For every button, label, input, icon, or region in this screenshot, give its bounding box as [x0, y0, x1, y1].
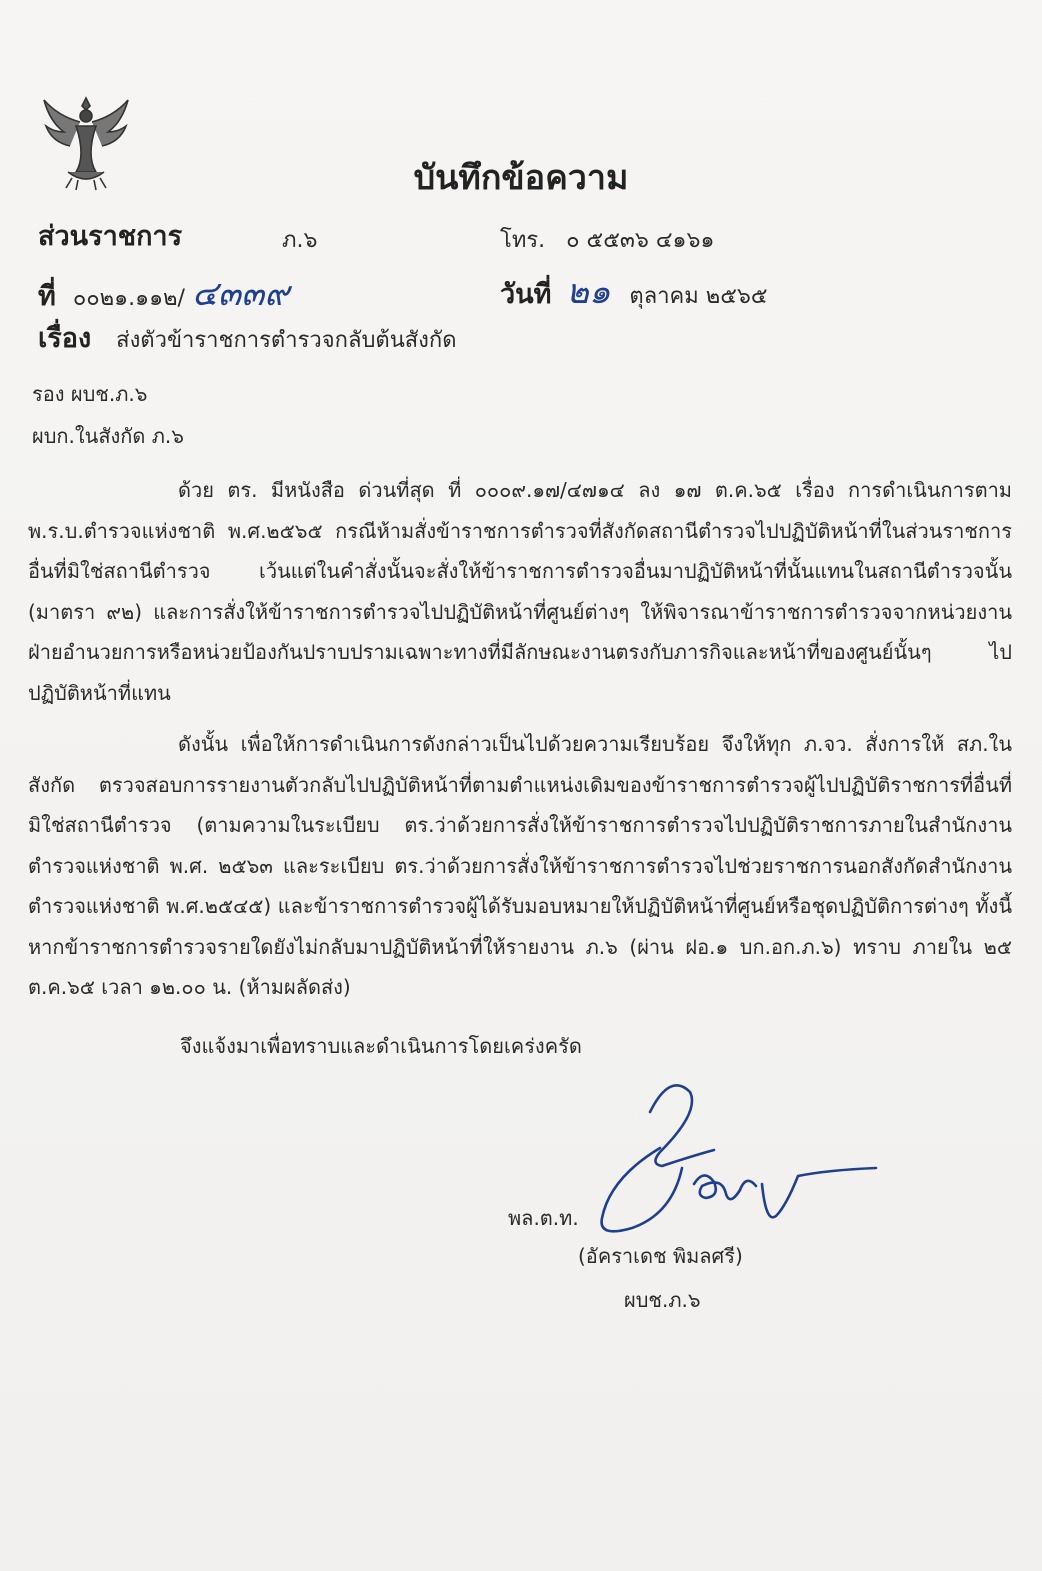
- body-paragraph-1: ด้วย ตร. มีหนังสือ ด่วนที่สุด ที่ ๐๐๐๙.๑๗/๔๗๑๔ ลง ๑๗ ต.ค.๖๕ เรื่อง การดำเนินการตาม พ.ร.บ.ตำรวจแห่งชาติ พ.ศ.๒๕๖๕ กรณีห้ามสั่งข้าราชการตำรวจที่สังกัดสถานีตำรวจไปปฏิบัติหน้าที่ในส่วนราชการอื่นที่มิใช่สถานีตำรวจ เว้นแต่ในคำสั่งนั้นจะสั่งให้ข้าราชการตำรวจอื่นมาปฏิบัติหน้าที่นั้นแทนในสถานีตำรวจนั้น (มาตรา ๙๒) และการสั่งให้ข้าราชการตำรวจไปปฏิบัติหน้าที่ศูนย์ต่างๆ ให้พิจารณาข้าราชการตำรวจจากหน่วยงานฝ่ายอำนวยการหรือหน่วยป้องกันปราบปรามเฉพาะทางที่มีลักษณะงานตรงกับภารกิจและหน้าที่ของศูนย์นั้นๆ ไปปฏิบัติหน้าที่แทน: [28, 478, 1012, 705]
- addressee-2: ผบก.ในสังกัด ภ.๖: [32, 424, 184, 448]
- ref-number-handwritten: ๔๓๓๙: [191, 274, 290, 314]
- date-label: วันที่: [500, 279, 552, 310]
- handwritten-signature: [590, 1072, 890, 1242]
- office-label: ส่วนราชการ: [38, 221, 183, 252]
- date-month-year: ตุลาคม ๒๕๖๕: [629, 284, 768, 309]
- signature-name: (อัคราเดช พิมลศรี): [578, 1244, 743, 1268]
- ref-label: ที่: [38, 281, 56, 312]
- office-row: [38, 214, 182, 257]
- date-row: [500, 264, 768, 318]
- subject-label: เรื่อง: [38, 323, 92, 354]
- ref-row: [38, 266, 289, 320]
- addressee-1: รอง ผบช.ภ.๖: [32, 382, 148, 406]
- phone-row: [500, 222, 714, 257]
- phone-value: ๐ ๕๕๓๖ ๔๑๖๑: [566, 228, 715, 253]
- office-value: ภ.๖: [282, 228, 318, 253]
- phone-label: โทร.: [500, 228, 546, 253]
- signature-rank: พล.ต.ท.: [508, 1206, 579, 1230]
- subject-row: [38, 316, 457, 359]
- body-paragraph-2: ดังนั้น เพื่อให้การดำเนินการดังกล่าวเป็นไปด้วยความเรียบร้อย จึงให้ทุก ภ.จว. สั่งการให้ สภ.ในสังกัด ตรวจสอบการรายงานตัวกลับไปปฏิบัติหน้าที่ตามตำแหน่งเดิมของข้าราชการตำรวจผู้ไปปฏิบัติราชการที่อื่นที่มิใช่สถานีตำรวจ (ตามความในระเบียบ ตร.ว่าด้วยการสั่งให้ข้าราชการตำรวจไปปฏิบัติราชการภายในสำนักงานตำรวจแห่งชาติ พ.ศ. ๒๕๖๓ และระเบียบ ตร.ว่าด้วยการสั่งให้ข้าราชการตำรวจไปช่วยราชการนอกสังกัดสำนักงานตำรวจแห่งชาติ พ.ศ.๒๕๔๕) และข้าราชการตำรวจผู้ได้รับมอบหมายให้ปฏิบัติหน้าที่ศูนย์หรือชุดปฏิบัติการต่างๆ ทั้งนี้หากข้าราชการตำรวจรายใดยังไม่กลับมาปฏิบัติหน้าที่ให้รายงาน ภ.๖ (ผ่าน ฝอ.๑ บก.อก.ภ.๖) ทราบ ภายใน ๒๕ ต.ค.๖๕ เวลา ๑๒.๐๐ น. (ห้ามผลัดส่ง): [28, 732, 1012, 999]
- subject-value: ส่งตัวข้าราชการตำรวจกลับต้นสังกัด: [116, 328, 457, 353]
- page-title: บันทึกข้อความ: [413, 158, 629, 198]
- closing-line: จึงแจ้งมาเพื่อทราบและดำเนินการโดยเคร่งครัด: [180, 1034, 582, 1058]
- date-day-handwritten: ๒๑: [566, 272, 611, 312]
- signature-position: ผบช.ภ.๖: [624, 1288, 701, 1312]
- ref-value: ๐๐๒๑.๑๑๒/: [72, 286, 185, 311]
